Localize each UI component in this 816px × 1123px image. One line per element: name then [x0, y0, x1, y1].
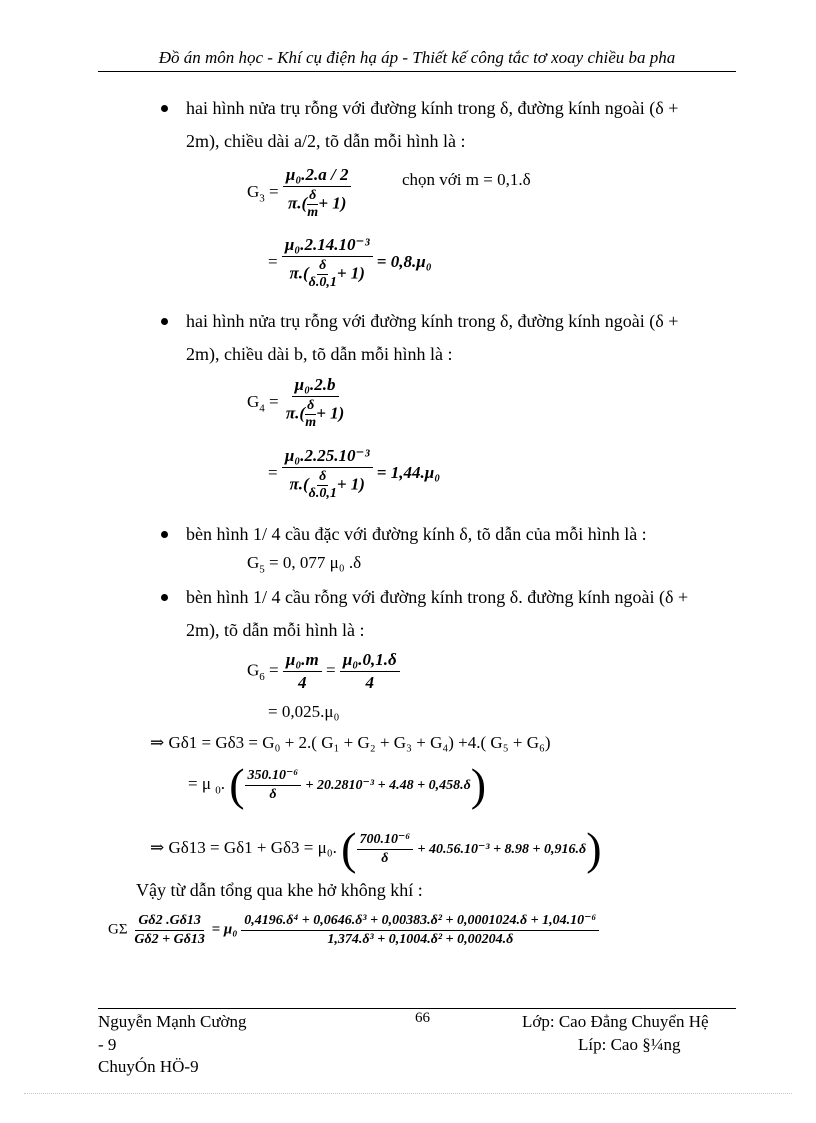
- footer-rule: [98, 1008, 736, 1009]
- bullet-paragraph-4: bèn hình 1/ 4 cầu rỗng với đường kính trong δ. đường kính ngoài (δ + 2m), tõ dẫn mỗi hình là :: [186, 587, 689, 640]
- g4-result-equation: = μ₀.2.25.10⁻³ π.( $\frac{\delta}{\delta.0,1}$ + 1) = 1,44.μ₀: [268, 446, 441, 501]
- total-intro: Vậy từ dẫn tổng qua khe hở không khí :: [136, 880, 423, 900]
- g6-equation: $G_6$ = $\frac{\text{μ₀.m}}{4}$ = $\frac{\text{μ₀.0,1.δ}}{4}$: [247, 650, 400, 693]
- bullet-paragraph-3: bèn hình 1/ 4 cầu đặc với đường kính δ, tõ dẫn của mỗi hình là :: [186, 524, 647, 544]
- g5-equation: $G_5 = 0$, 077 μ₀ .δ: [247, 553, 362, 576]
- footer-author-line2: - 9: [98, 1035, 117, 1054]
- g-delta1-line: ⇒ Gδ1 = Gδ3 = G₀ + 2.( G₁ + G₂ + G₃ + G₄) +4.( G₅ + G₆): [150, 733, 551, 752]
- page-bottom-border: [24, 1093, 792, 1094]
- g4-equation: $G_4$ = μ₀.2.b π.( $\frac{\delta}{m}$ + 1): [247, 375, 345, 430]
- footer-author-line3: ChuyÓn HÖ-9: [98, 1057, 199, 1076]
- bullet-paragraph-2: hai hình nửa trụ rỗng với đường kính trong δ, đường kính ngoài (δ + 2m), chiều dài b, tõ dẫn mỗi hình là :: [186, 311, 679, 364]
- g3-equation: $G_3$ = μ₀.2.a / 2 π.( $\frac{\delta}{m}$ + 1): [247, 165, 351, 221]
- bullet-dot: [161, 318, 168, 325]
- footer-author-line1: Nguyễn Mạnh Cường: [98, 1012, 247, 1031]
- g6-result: = 0,025.μ₀: [268, 702, 340, 721]
- bullet-paragraph-1: hai hình nửa trụ rỗng với đường kính trong δ, đường kính ngoài (δ + 2m), chiều dài a/2, tõ dẫn mỗi hình là :: [186, 98, 679, 151]
- total-equation: GΣ $\frac{G\delta 2 .G\delta 13}{G\delta 2 + G\delta 13}$ = μ₀ $\frac{\text{0,4196.δ⁴ + 0,0646.δ³ + 0,00383.δ² + 0,0001024.δ + 1,04.10⁻⁶}}{\text{1,374.δ³ + 0,1004.δ² + 0,00204.δ}}$: [108, 912, 599, 948]
- bullet-dot: [161, 531, 168, 538]
- g-delta1-expansion: = μ $_0$. ( $\frac{\text{350.10⁻⁶}}{\delta}$ + 20.2810⁻³ + 4.48 + 0,458.δ): [188, 759, 487, 810]
- g-delta13-equation: ⇒ Gδ13 = Gδ1 + Gδ3 = μ₀. ( $\frac{\text{700.10⁻⁶}}{\delta}$ + 40.56.10⁻³ + 8.98 + 0,916.δ): [150, 823, 602, 874]
- g3-note: chọn với m = 0,1.δ: [402, 170, 531, 189]
- footer-class-line1: Lớp: Cao Đẳng Chuyển Hệ: [522, 1012, 709, 1031]
- bullet-dot: [161, 105, 168, 112]
- footer-class-line2: Líp: Cao §¼ng: [578, 1035, 681, 1054]
- page-header-title: Đồ án môn học - Khí cụ điện hạ áp - Thiết kế công tắc tơ xoay chiều ba pha: [158, 48, 676, 67]
- bullet-dot: [161, 594, 168, 601]
- header-rule: [98, 71, 736, 72]
- page-number: 66: [415, 1010, 430, 1026]
- g3-result-equation: = μ₀.2.14.10⁻³ π.( $\frac{\delta}{\delta.0,1}$ + 1) = 0,8.μ₀: [268, 235, 432, 290]
